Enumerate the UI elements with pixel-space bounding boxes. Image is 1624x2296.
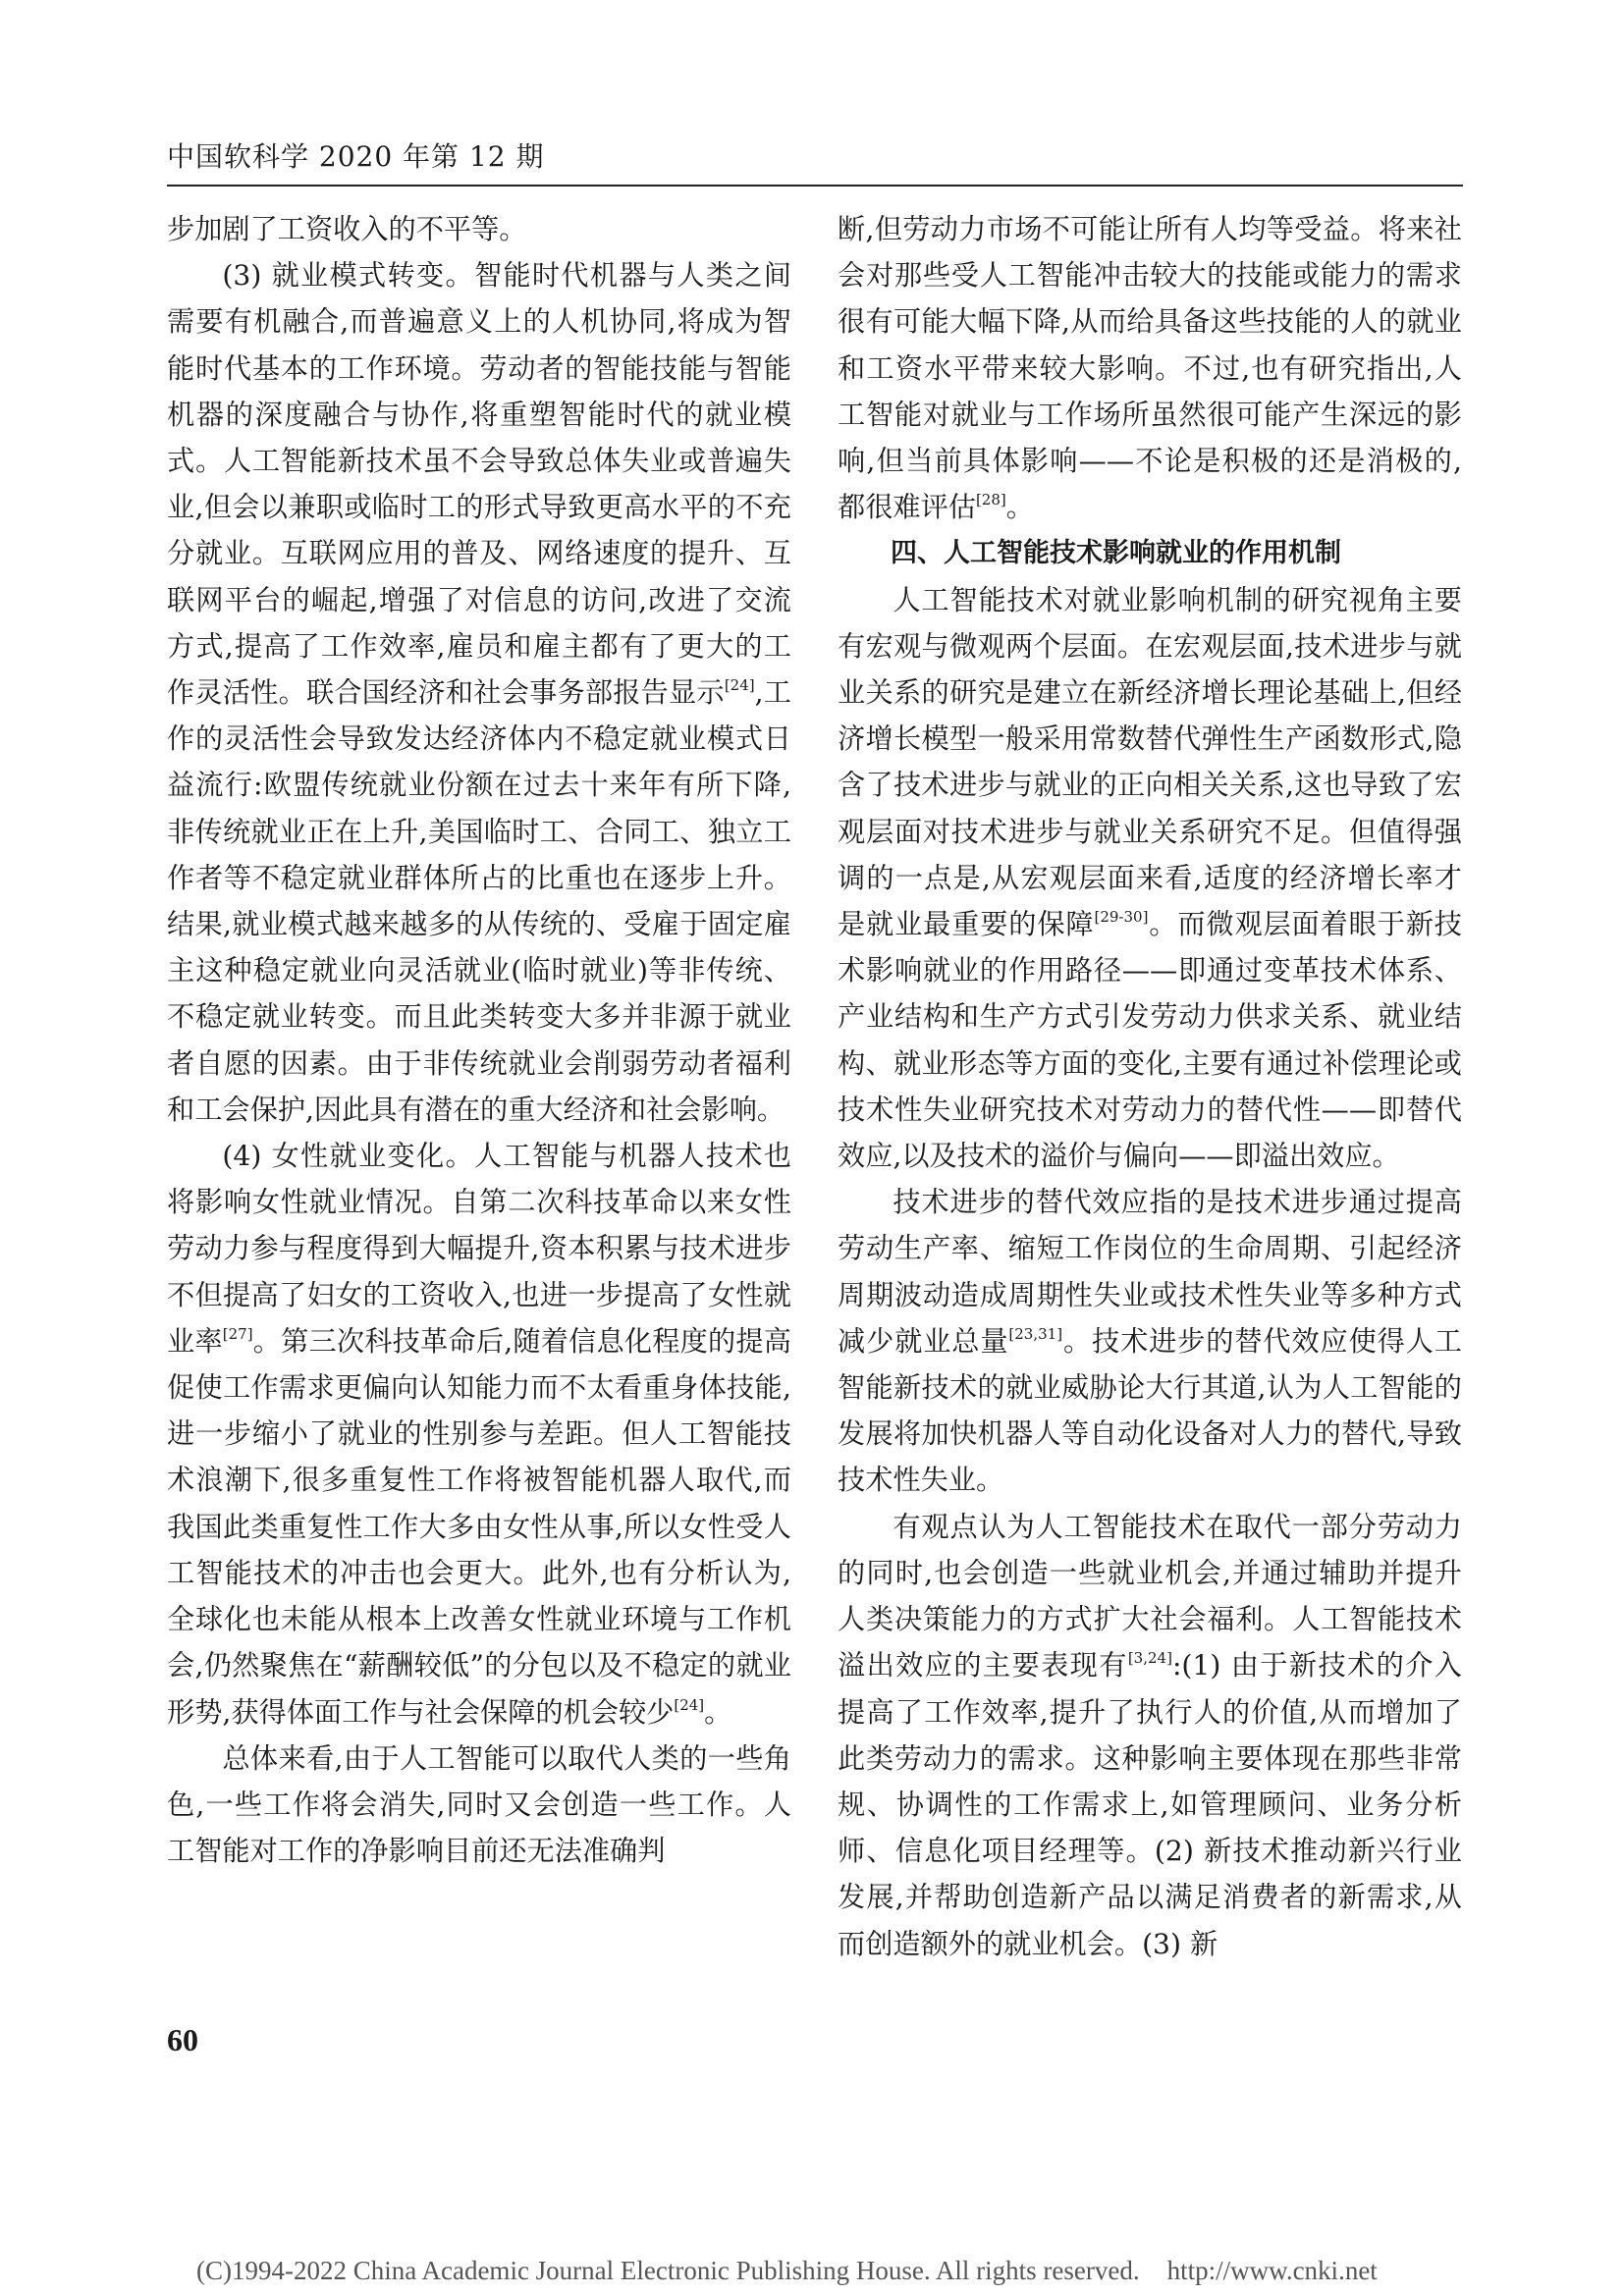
cnki-link[interactable]: http://www.cnki.net — [1166, 2256, 1378, 2285]
paragraph-text: :(1) 由于新技术的介入提高了工作效率,提升了执行人的价值,从而增加了此类劳动力的需求。这种影响主要体现在那些非常规、协调性的工作需求上,如管理顾问、业务分析师、信息化项目经理等。(2) 新技术推动新兴行业发展,并帮助创造新产品以满足消费者的新需求,从而创造额外的就业机会。(3) 新 — [838, 1649, 1462, 1960]
citation: [24] — [674, 1695, 705, 1714]
paragraph — [838, 577, 1462, 1180]
citation: [23,31] — [1008, 1324, 1063, 1343]
left-column — [167, 206, 791, 1874]
citation: [28] — [975, 491, 1006, 509]
paragraph — [167, 1133, 791, 1735]
page-number: 60 — [167, 2022, 198, 2057]
paragraph-text: 断,但劳动力市场不可能让所有人均等受益。将来社会对那些受人工智能冲击较大的技能或能力的需求很有可能大幅下降,从而给具备这些技能的人的就业和工资水平带来较大影响。不过,也有研究指出,人工智能对就业与工作场所虽然很可能产生深远的影响,但当前具体影响——不论是积极的还是消极的,都很难评估 — [838, 213, 1462, 524]
citation: [27] — [222, 1324, 253, 1343]
copyright-text: (C)1994-2022 China Academic Journal Electronic Publishing House. All rights reserved. — [196, 2256, 1140, 2285]
paragraph — [167, 206, 791, 252]
citation: [29-30] — [1094, 908, 1149, 927]
paragraph-text: 。 — [704, 1695, 732, 1729]
section-heading: 四、人工智能技术影响就业的作用机制 — [891, 538, 1341, 569]
paragraph — [167, 252, 791, 1133]
paragraph-text: 总体来看,由于人工智能可以取代人类的一些角色,一些工作将会消失,同时又会创造一些工作。人工智能对工作的净影响目前还无法准确判 — [167, 1741, 791, 1868]
paragraph-text: (4) 女性就业变化。人工智能与机器人技术也将影响女性就业情况。自第二次科技革命以来女性劳动力参与程度得到大幅提升,资本积累与技术进步不但提高了妇女的工资收入,也进一步提高了女性就业率 — [167, 1140, 791, 1358]
paragraph-text: ,工作的灵活性会导致发达经济体内不稳定就业模式日益流行:欧盟传统就业份额在过去十来年有所下降,非传统就业正在上升,美国临时工、合同工、独立工作者等不稳定就业群体所占的比重也在逐步上升。结果,就业模式越来越多的从传统的、受雇于固定雇主这种稳定就业向灵活就业(临时就业)等非传统、不稳定就业转变。而且此类转变大多并非源于就业者自愿的因素。由于非传统就业会削弱劳动者福利和工会保护,因此具有潜在的重大经济和社会影响。 — [167, 676, 791, 1126]
paragraph-text: 有观点认为人工智能技术在取代一部分劳动力的同时,也会创造一些就业机会,并通过辅助并提升人类决策能力的方式扩大社会福利。人工智能技术溢出效应的主要表现有 — [838, 1510, 1462, 1682]
paragraph-text: 。而微观层面着眼于新技术影响就业的作用路径——即通过变革技术体系、产业结构和生产方式引发劳动力供求关系、就业结构、就业形态等方面的变化,主要有通过补偿理论或技术性失业研究技术对劳动力的替代性——即替代效应,以及技术的溢价与偏向——即溢出效应。 — [838, 908, 1462, 1173]
paragraph-text: 步加剧了工资收入的不平等。 — [167, 213, 527, 245]
paragraph — [838, 1504, 1462, 1967]
paragraph — [838, 1179, 1462, 1503]
paragraph-text: 。第三次科技革命后,随着信息化程度的提高促使工作需求更偏向认知能力而不太看重身体技能,进一步缩小了就业的性别参与差距。但人工智能技术浪潮下,很多重复性工作将被智能机器人取代,而我国此类重复性工作大多由女性从事,所以女性受人工智能技术的冲击也会更大。此外,也有分析认为,全球化也未能从根本上改善女性就业环境与工作机会,仍然聚焦在“薪酬较低”的分包以及不稳定的就业形势,获得体面工作与社会保障的机会较少 — [167, 1324, 791, 1729]
paragraph — [838, 206, 1462, 530]
paragraph-text: (3) 就业模式转变。智能时代机器与人类之间需要有机融合,而普遍意义上的人机协同,将成为智能时代基本的工作环境。劳动者的智能技能与智能机器的深度融合与协作,将重塑智能时代的就业模式。人工智能新技术虽不会导致总体失业或普遍失业,但会以兼职或临时工的形式导致更高水平的不充分就业。互联网应用的普及、网络速度的提升、互联网平台的崛起,增强了对信息的访问,改进了交流方式,提高了工作效率,雇员和雇主都有了更大的工作灵活性。联合国经济和社会事务部报告显示 — [167, 259, 791, 710]
paragraph-text: 人工智能技术对就业影响机制的研究视角主要有宏观与微观两个层面。在宏观层面,技术进步与就业关系的研究是建立在新经济增长理论基础上,但经济增长模型一般采用常数替代弹性生产函数形式,隐含了技术进步与就业的正向相关关系,这也导致了宏观层面对技术进步与就业关系研究不足。但值得强调的一点是,从宏观层面来看,适度的经济增长率才是就业最重要的保障 — [838, 583, 1462, 941]
paragraph-text: 。 — [1005, 491, 1034, 524]
citation: [24] — [724, 676, 755, 695]
right-column — [838, 206, 1462, 1967]
header-rule — [167, 185, 1463, 187]
citation: [3,24] — [1127, 1649, 1172, 1668]
paragraph-text: 技术进步的替代效应指的是技术进步通过提高劳动生产率、缩短工作岗位的生命周期、引起经济周期波动造成周期性失业或技术性失业等多种方式减少就业总量 — [838, 1186, 1462, 1358]
journal-header: 中国软科学 2020 年第 12 期 — [167, 140, 545, 173]
paragraph — [167, 1735, 791, 1875]
paragraph-text: 。技术进步的替代效应使得人工智能新技术的就业威胁论大行其道,认为人工智能的发展将加快机器人等自动化设备对人力的替代,导致技术性失业。 — [838, 1324, 1462, 1497]
copyright-footer — [196, 2256, 1473, 2286]
